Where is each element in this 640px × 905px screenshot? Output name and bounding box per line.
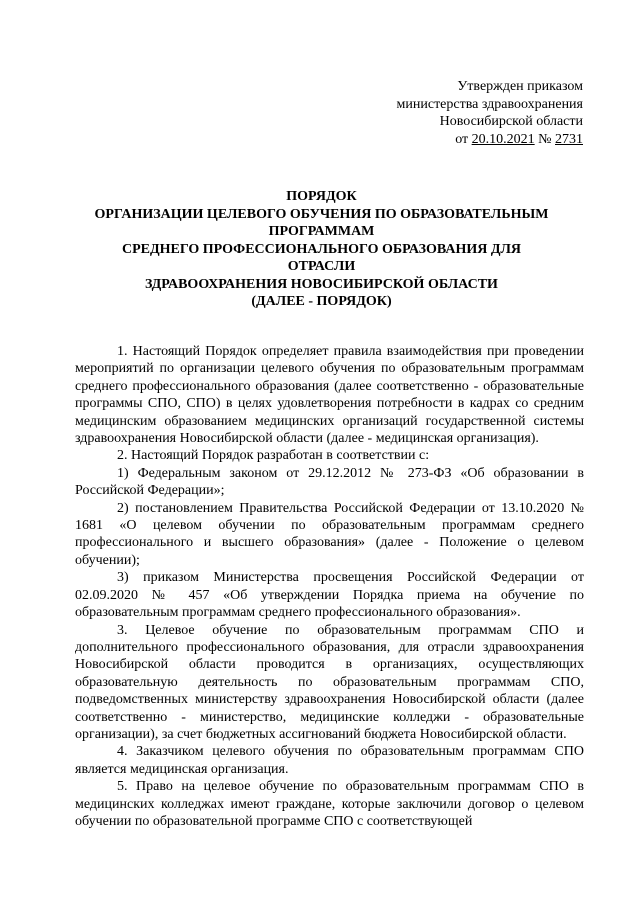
approval-line-2: министерства здравоохранения bbox=[396, 96, 583, 112]
approval-block bbox=[397, 78, 583, 148]
title-line-2: ОРГАНИЗАЦИИ ЦЕЛЕВОГО ОБУЧЕНИЯ ПО ОБРАЗОВАТЕЛЬНЫМ bbox=[94, 206, 549, 222]
approval-number: 2731 bbox=[555, 131, 583, 147]
title-line-3: ПРОГРАММАМ bbox=[268, 224, 375, 239]
approval-line-1: Утвержден приказом bbox=[457, 79, 583, 94]
paragraph-2-1: 1) Федеральным законом от 29.12.2012 № 273-ФЗ «Об образовании в Российской Федерации»; bbox=[75, 465, 584, 499]
title-line-6: ЗДРАВООХРАНЕНИЯ НОВОСИБИРСКОЙ ОБЛАСТИ bbox=[145, 276, 498, 292]
title-line-5: ОТРАСЛИ bbox=[287, 259, 356, 274]
document-title bbox=[60, 188, 583, 311]
paragraph-2-2: 2) постановлением Правительства Российской Федерации от 13.10.2020 № 1681 «О целевом обучении по образовательным программам среднего профессионального и высшего образования» (далее - Положение о целевом обучении); bbox=[75, 500, 584, 568]
approval-date: 20.10.2021 bbox=[471, 131, 535, 147]
paragraph-2: 2. Настоящий Порядок разработан в соответствии с: bbox=[117, 448, 430, 464]
approval-date-prefix: от bbox=[455, 131, 469, 147]
paragraph-1: 1. Настоящий Порядок определяет правила взаимодействия при проведении мероприятий по организации целевого обучения по образовательным программам среднего профессионального образования (далее соответственно - образовательные программы СПО, СПО) в целях удовлетворения потребности в кадрах со средним медицинским образованием медицинских организаций государственной системы здравоохранения Новосибирской области (далее - медицинская организация). bbox=[75, 344, 584, 447]
title-line-1: ПОРЯДОК bbox=[286, 189, 357, 204]
paragraph-4: 4. Заказчиком целевого обучения по образовательным программам СПО является медицинская организация. bbox=[75, 744, 584, 777]
title-line-7: (ДАЛЕЕ - ПОРЯДОК) bbox=[251, 294, 392, 309]
paragraph-2-3: 3) приказом Министерства просвещения Российской Федерации от 02.09.2020 № 457 «Об утверждении Порядка приема на обучение по образовательным программам среднего профессионального образования». bbox=[75, 570, 584, 621]
approval-line-3: Новосибирской области bbox=[439, 114, 583, 129]
paragraph-3: 3. Целевое обучение по образовательным программам СПО и дополнительного профессионального образования, для отрасли здравоохранения Новосибирской области проводится в организациях, осуществляющих образовательную деятельность по образовательным программам СПО, подведомственных министерству здравоохранения Новосибирской области (далее соответственно - министерство, медицинские колледжи - образовательные организации), за счет бюджетных ассигнований бюджета Новосибирской области. bbox=[75, 622, 584, 742]
title-line-4: СРЕДНЕГО ПРОФЕССИОНАЛЬНОГО ОБРАЗОВАНИЯ ДЛЯ bbox=[121, 241, 522, 257]
approval-number-sign: № bbox=[538, 131, 552, 147]
paragraph-5: 5. Право на целевое обучение по образовательным программам СПО в медицинских колледжах имеют граждане, которые заключили договор о целевом обучении по образовательной программе СПО с соответствующей bbox=[75, 779, 584, 829]
approval-date-line bbox=[397, 131, 583, 149]
document-body bbox=[75, 343, 584, 830]
